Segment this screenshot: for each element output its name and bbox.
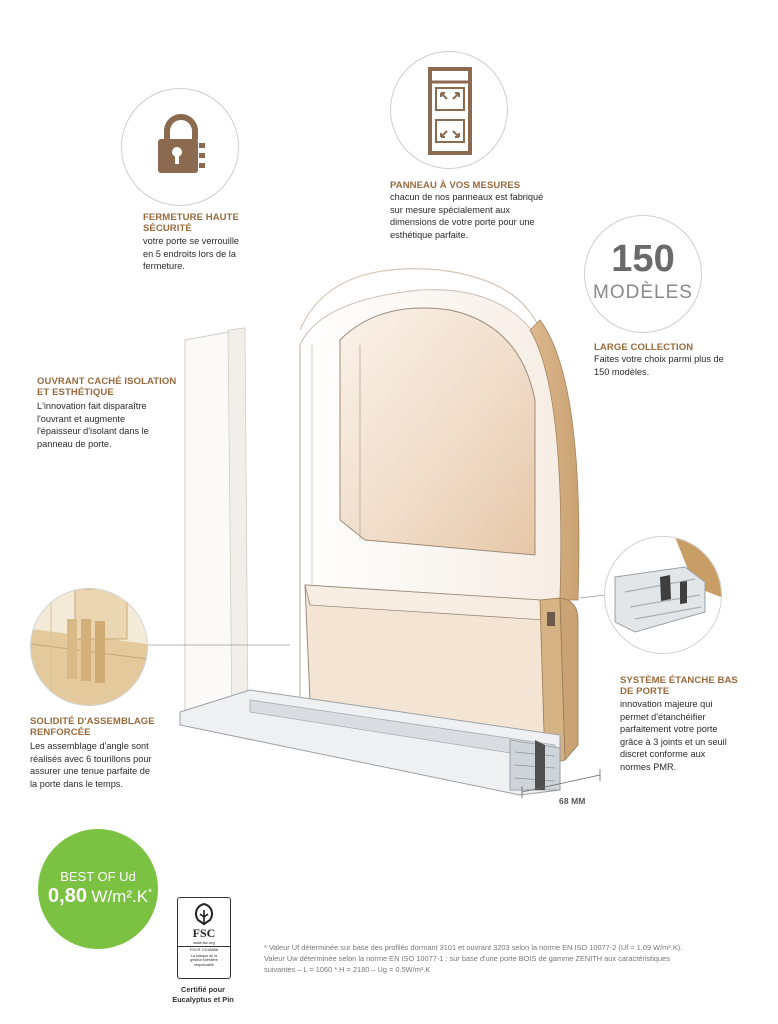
models-title: LARGE COLLECTION [594, 342, 694, 353]
models-text: Faites votre choix parmi plus de 150 modèles. [594, 354, 724, 377]
badge-value: 0,80 [48, 885, 87, 907]
best-of-ud-badge [38, 829, 158, 949]
threshold-profile-icon [605, 537, 721, 653]
footnote: * Valeur Uf déterminée sur base des profilés dormant 3101 et ouvrant 3203 selon la norme EN ISO 10077-2 (Uf = 1.09 W/m².K). Valeur Uw déterminée selon la norme EN ISO 10077-1 : sur base d'une porte BOIS de gamme ZENITH aux caractéristiques suivantes – L = 1060 * H = 2180 – Ug = 0.5W/m².K [264, 943, 683, 974]
fsc-tagline: La marque de la gestion forestière responsable [190, 954, 218, 967]
fsc-code: FSC® C018856 [178, 946, 230, 952]
assembly-title: SOLIDITÉ D'ASSEMBLAGE RENFORCÉE [30, 716, 155, 738]
made-to-measure-panel-icon [427, 66, 473, 156]
badge-unit: W/m².K [91, 887, 149, 906]
fsc-tree-icon [190, 902, 218, 926]
fsc-site: www.fsc.org [193, 940, 215, 945]
assembly-text: Les assemblage d'angle sont réalisés avec 6 tourillons pour assurer une tenue parfaite de la porte dans le temps. [30, 741, 152, 789]
hidden-sash-text: L'innovation fait disparaître l'ouvrant et augmente l'épaisseur d'isolant dans le panneau de porte. [37, 401, 149, 449]
dimension-label: 68 MM [559, 796, 586, 806]
models-word: MODÈLES [593, 282, 693, 303]
security-text: votre porte se verrouille en 5 endroits lors de la fermeture. [143, 236, 240, 271]
panel-title: PANNEAU À VOS MESURES [390, 180, 521, 191]
seal-text: innovation majeure qui permet d'étanchéifier parfaitement votre porte grâce à 3 joints et un seuil discret conforme aux normes PMR. [620, 699, 727, 772]
fsc-logo-text: FSC [192, 926, 216, 940]
hidden-sash-title: OUVRANT CACHÉ ISOLATION ET ESTHÉTIQUE [37, 376, 177, 398]
assembly-photo-circle [30, 588, 148, 706]
models-circle [584, 215, 702, 333]
seal-photo-circle [604, 536, 722, 654]
badge-line1: BEST OF Ud [60, 869, 136, 884]
panel-text: chacun de nos panneaux est fabriqué sur mesure spécialement aux dimensions de votre porte pour une esthétique parfaite. [390, 192, 544, 240]
badge-asterisk: * [148, 887, 152, 899]
fsc-caption: Certifié pour Eucalyptus et Pin [172, 985, 234, 1004]
security-title: FERMETURE HAUTE SÉCURITÉ [143, 212, 239, 234]
panel-icon-circle [390, 51, 508, 169]
fsc-logo [177, 897, 231, 979]
badge-line2 [42, 885, 158, 908]
security-icon-circle [121, 88, 239, 206]
models-number: 150 [611, 238, 675, 280]
padlock-icon [155, 114, 207, 176]
seal-title: SYSTÈME ÉTANCHE BAS DE PORTE [620, 675, 738, 697]
dowel-joint-icon [31, 589, 147, 705]
